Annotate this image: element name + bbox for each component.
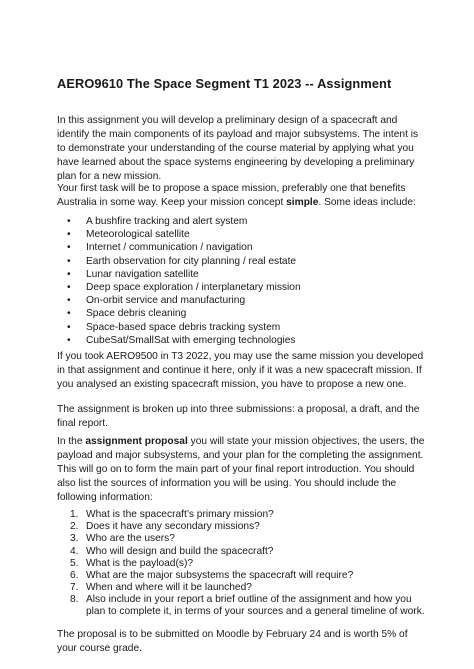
bullet-icon: • <box>67 281 71 293</box>
intro-paragraph: In this assignment you will develop a preliminary design of a spacecraft and identify the main components of its payload and major subsystems. The intent is to demonstrate your understanding of the course material by applying what you have learned about the space systems engineering by developing a preliminary plan for a new mission. <box>57 115 419 182</box>
list-item-text: Lunar navigation satellite <box>86 268 199 280</box>
list-item <box>57 594 427 618</box>
list-item-text: Internet / communication / navigation <box>86 242 253 254</box>
proposal-paragraph <box>57 435 427 505</box>
task-text-end: . Some ideas include: <box>318 197 416 208</box>
list-item <box>57 255 427 268</box>
mission-ideas-list <box>57 215 427 347</box>
list-item-text: What is the payload(s)? <box>86 557 194 569</box>
bullet-icon: • <box>67 321 71 333</box>
bullet-icon: • <box>67 216 71 227</box>
list-item-text: What is the spacecraft’s primary mission? <box>86 509 274 520</box>
list-item <box>57 307 427 320</box>
task-emphasis: simple <box>286 197 319 208</box>
proposal-emphasis: assignment proposal <box>85 436 188 447</box>
task-text-start: Your first task will be to propose a space mission, preferably one that benefits Australia in some way. Keep your mission concept <box>57 183 406 208</box>
list-item <box>57 241 427 254</box>
bullet-icon: • <box>67 242 71 254</box>
list-item <box>57 570 427 582</box>
prior-course-paragraph: If you took AERO9500 in T3 2022, you may use the same mission you developed in that assignment and continue it here, only if it was a new spacecraft mission. If you analysed an existing spacecraft mission, you have to propose a new one. <box>57 351 424 390</box>
list-item <box>57 228 427 241</box>
list-item-text: Space-based space debris tracking system <box>86 321 281 333</box>
list-number: 6. <box>70 569 79 581</box>
task-paragraph <box>57 182 427 210</box>
list-item <box>57 294 427 307</box>
list-item-text: Space debris cleaning <box>86 308 187 320</box>
list-number: 7. <box>70 582 79 594</box>
list-item <box>57 546 427 558</box>
bullet-icon: • <box>67 295 71 307</box>
list-item-text: Deep space exploration / interplanetary mission <box>86 281 301 293</box>
list-item-text: When and where will it be launched? <box>86 582 252 594</box>
list-number: 2. <box>70 521 79 533</box>
deadline-paragraph: The proposal is to be submitted on Moodle by February 24 and is worth 5% of your course grade. <box>57 629 408 654</box>
list-item <box>57 334 427 347</box>
list-item-text: Who will design and build the spacecraft? <box>86 545 274 557</box>
list-item <box>57 533 427 545</box>
list-number: 8. <box>70 594 79 606</box>
list-number: 1. <box>70 509 79 520</box>
list-item <box>57 558 427 570</box>
bullet-icon: • <box>67 334 71 346</box>
proposal-text-end: you will state your mission objectives, the users, the payload and major subsystems, and your plan for the completing the assignment. This will go on to form the main part of your final report introduction. You should also list the sources of information you will be using. You should include the following information: <box>57 436 425 503</box>
bullet-icon: • <box>67 255 71 267</box>
list-item <box>57 281 427 294</box>
proposal-text-start: In the <box>57 436 86 447</box>
list-item-text: On-orbit service and manufacturing <box>86 295 246 307</box>
proposal-questions-list <box>57 509 427 619</box>
list-item-text: Also include in your report a brief outline of the assignment and how you plan to complete it, in terms of your sources and a general timeline of work. <box>86 594 425 618</box>
list-number: 5. <box>70 557 79 569</box>
list-item-text: Earth observation for city planning / real estate <box>86 255 297 267</box>
bullet-icon: • <box>67 229 71 241</box>
list-item-text: Meteorological satellite <box>86 229 190 241</box>
bullet-icon: • <box>67 308 71 320</box>
bullet-icon: • <box>67 268 71 280</box>
list-number: 3. <box>70 533 79 545</box>
document-title: AERO9610 The Space Segment T1 2023 -- Assignment <box>57 76 392 91</box>
submissions-paragraph: The assignment is broken up into three submissions: a proposal, a draft, and the final report. <box>57 404 420 429</box>
list-item-text: CubeSat/SmallSat with emerging technologies <box>86 334 296 346</box>
list-item <box>57 521 427 533</box>
list-item <box>57 582 427 594</box>
list-item <box>57 268 427 281</box>
list-item-text: What are the major subsystems the spacecraft will require? <box>86 569 354 581</box>
list-item <box>57 215 427 228</box>
list-number: 4. <box>70 545 79 557</box>
list-item-text: Does it have any secondary missions? <box>86 521 260 533</box>
list-item <box>57 509 427 521</box>
list-item-text: Who are the users? <box>86 533 175 545</box>
list-item <box>57 321 427 334</box>
list-item-text: A bushfire tracking and alert system <box>86 216 248 227</box>
